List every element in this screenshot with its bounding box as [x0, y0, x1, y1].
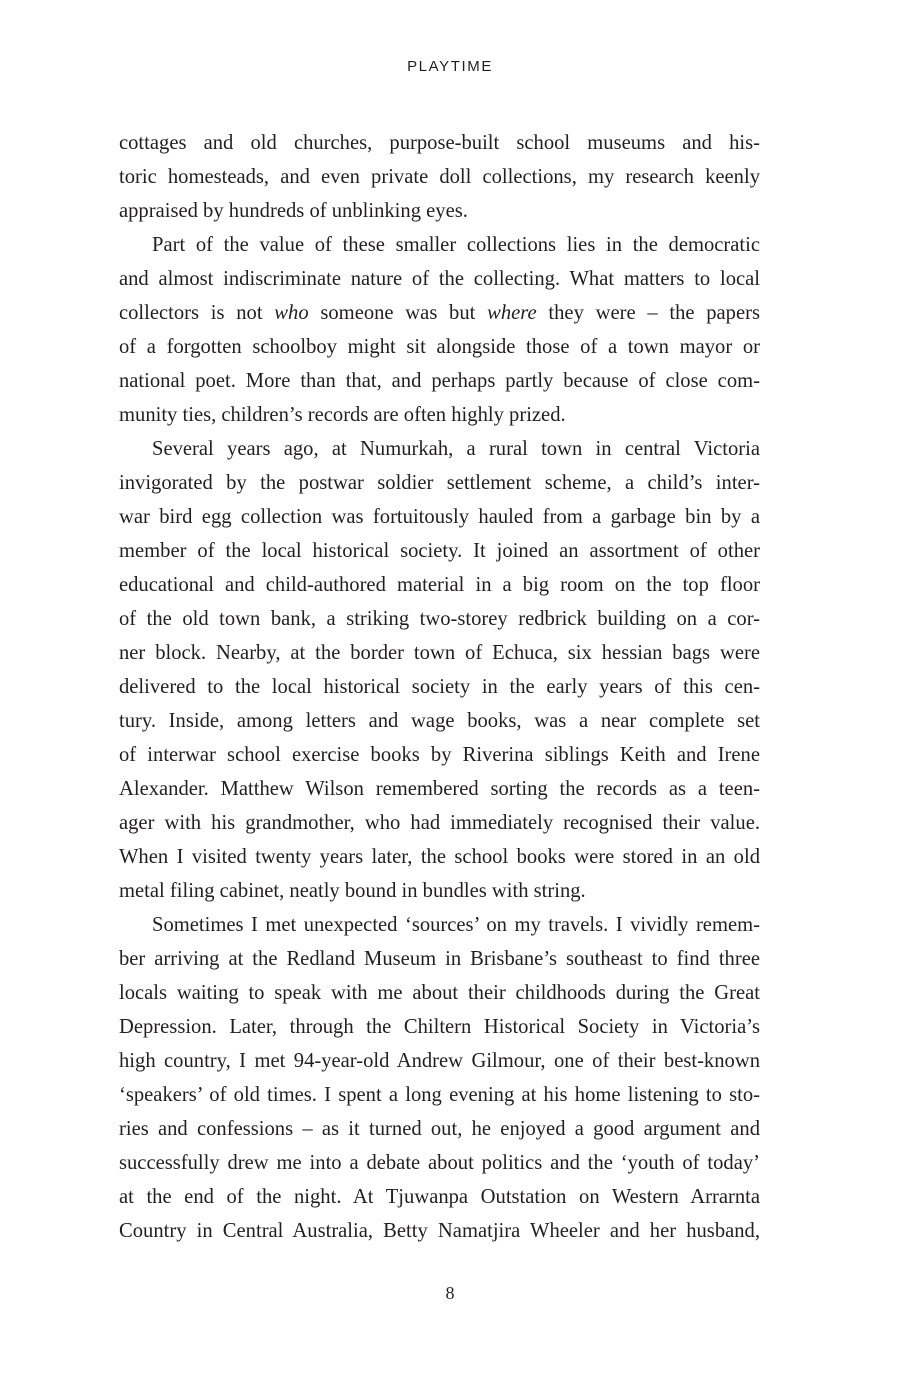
text-line: Country in Central Australia, Betty Namatjira Wheeler and her husband,: [119, 1220, 760, 1242]
text-line: successfully drew me into a debate about politics and the ‘youth of today’: [119, 1152, 760, 1174]
text-line: national poet. More than that, and perhaps partly because of close com-: [119, 370, 760, 392]
text-line: invigorated by the postwar soldier settlement scheme, a child’s inter-: [119, 472, 760, 494]
text-line: member of the local historical society. It joined an assortment of other: [119, 540, 760, 562]
text-line: ber arriving at the Redland Museum in Brisbane’s southeast to find three: [119, 948, 760, 970]
text-line: educational and child-authored material in a big room on the top floor: [119, 574, 760, 596]
text-line: ‘speakers’ of old times. I spent a long evening at his home listening to sto-: [119, 1084, 760, 1106]
text-line: appraised by hundreds of unblinking eyes.: [119, 200, 468, 222]
text-line: high country, I met 94-year-old Andrew Gilmour, one of their best-known: [119, 1050, 760, 1072]
text-line: munity ties, children’s records are often highly prized.: [119, 404, 566, 426]
text-line: tury. Inside, among letters and wage books, was a near complete set: [119, 710, 760, 732]
text-line: and almost indiscriminate nature of the collecting. What matters to local: [119, 268, 760, 290]
text-line: ner block. Nearby, at the border town of Echuca, six hessian bags were: [119, 642, 760, 664]
page-number: 8: [445, 1283, 455, 1303]
text-line: collectors is not who someone was but where they were – the papers: [119, 302, 760, 324]
text-line: metal filing cabinet, neatly bound in bundles with string.: [119, 880, 586, 902]
text-line: toric homesteads, and even private doll collections, my research keenly: [119, 166, 760, 188]
text-line: delivered to the local historical society in the early years of this cen-: [119, 676, 760, 698]
text-line: of a forgotten schoolboy might sit alongside those of a town mayor or: [119, 336, 760, 358]
paragraph: [119, 908, 760, 1248]
text-line: Part of the value of these smaller collections lies in the democratic: [152, 234, 760, 256]
running-head: PLAYTIME: [407, 58, 493, 75]
text-line: ager with his grandmother, who had immediately recognised their value.: [119, 812, 760, 834]
paragraph: [119, 126, 760, 228]
text-line: Sometimes I met unexpected ‘sources’ on my travels. I vividly remem-: [152, 914, 760, 936]
text-line: When I visited twenty years later, the school books were stored in an old: [119, 846, 760, 868]
text-line: Depression. Later, through the Chiltern Historical Society in Victoria’s: [119, 1016, 760, 1038]
text-line: of the old town bank, a striking two-storey redbrick building on a cor-: [119, 608, 760, 630]
text-line: cottages and old churches, purpose-built school museums and his-: [119, 132, 760, 154]
text-line: locals waiting to speak with me about their childhoods during the Great: [119, 982, 760, 1004]
text-line: war bird egg collection was fortuitously hauled from a garbage bin by a: [119, 506, 760, 528]
text-line: of interwar school exercise books by Riverina siblings Keith and Irene: [119, 744, 760, 766]
paragraph: [119, 432, 760, 908]
text-line: ries and confessions – as it turned out, he enjoyed a good argument and: [119, 1118, 760, 1140]
text-line: at the end of the night. At Tjuwanpa Outstation on Western Arrarnta: [119, 1186, 760, 1208]
paragraph: [119, 228, 760, 432]
body-text: [119, 126, 760, 1248]
text-line: Several years ago, at Numurkah, a rural town in central Victoria: [152, 438, 760, 460]
text-line: Alexander. Matthew Wilson remembered sorting the records as a teen-: [119, 778, 760, 800]
